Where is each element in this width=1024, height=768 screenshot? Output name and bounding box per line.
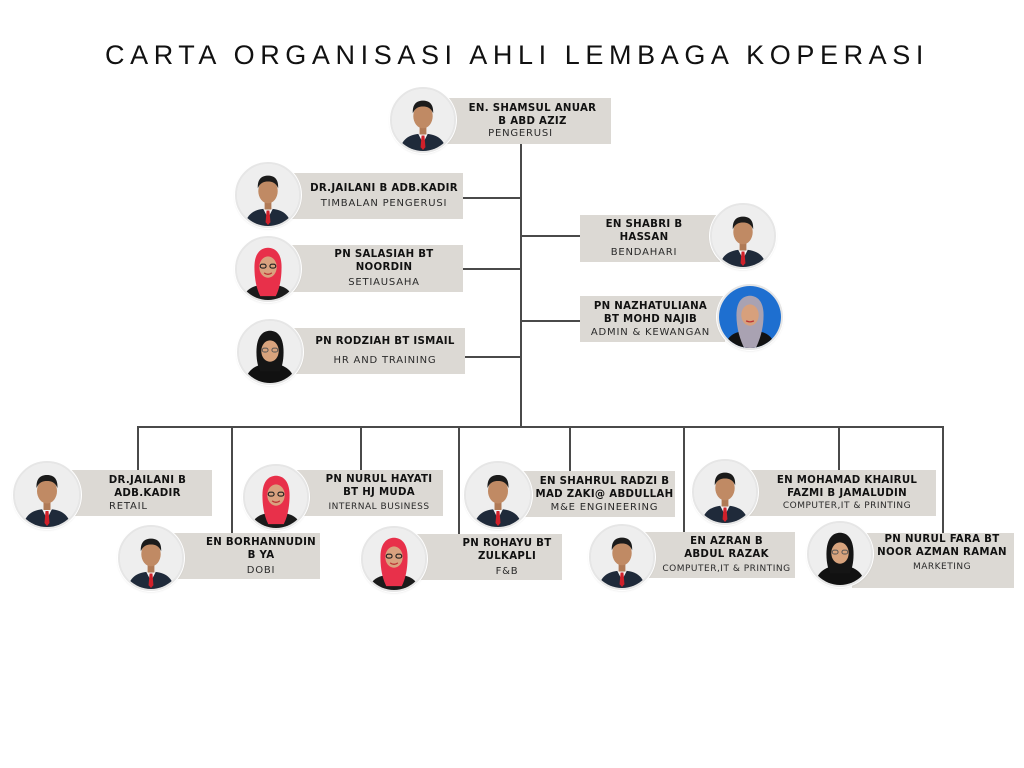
- name-card: [170, 533, 320, 579]
- male-portrait-icon: [692, 459, 758, 525]
- name-card: [285, 173, 463, 219]
- person-role: HR AND TRAINING: [333, 355, 437, 366]
- person-name: PN NAZHATULIANA: [593, 300, 708, 312]
- drop-line-computer-2: [838, 426, 840, 470]
- name-card: [440, 98, 611, 144]
- female-hijab-portrait-icon: [807, 521, 873, 587]
- person-name: PN RODZIAH BT ISMAIL: [315, 336, 455, 347]
- drop-line-dobi: [231, 426, 233, 533]
- bus-line: [137, 426, 944, 428]
- male-portrait-icon: [390, 87, 456, 153]
- person-name: EN AZRAN B: [690, 535, 763, 547]
- person-role: SETIAUSAHA: [348, 277, 420, 288]
- person-role: COMPUTER,IT & PRINTING: [662, 563, 791, 574]
- person-role: TIMBALAN PENGERUSI: [320, 198, 448, 209]
- person-name: EN SHABRI B: [605, 219, 683, 230]
- person-name: EN MOHAMAD KHAIRUL: [776, 474, 918, 486]
- person-name: ABDUL RAZAK: [684, 548, 769, 560]
- male-portrait-icon: [710, 203, 776, 269]
- drop-line-me: [569, 426, 571, 472]
- person-name: B YA: [247, 549, 275, 561]
- person-role: M&E ENGINEERING: [550, 501, 659, 513]
- person-role: MARKETING: [912, 562, 972, 572]
- branch-line-timbalan: [463, 197, 521, 199]
- person-name: EN. SHAMSUL ANUAR: [468, 103, 597, 114]
- female-hijab-portrait-icon: [243, 464, 309, 530]
- female-hijab-portrait-icon: [717, 284, 783, 350]
- chart-title: CARTA ORGANISASI AHLI LEMBAGA KOPERASI: [104, 40, 929, 70]
- name-card: [65, 470, 212, 516]
- name-card: [580, 296, 725, 342]
- person-name: HASSAN: [619, 232, 669, 243]
- person-name: EN SHAHRUL RADZI B: [539, 475, 670, 487]
- name-card: [640, 532, 795, 578]
- branch-line-setiausaha: [463, 268, 521, 270]
- branch-line-admin: [520, 320, 580, 322]
- person-name: B ABD AZIZ: [498, 116, 567, 127]
- person-name: NOOR AZMAN RAMAN: [877, 547, 1007, 558]
- name-card: [852, 533, 1014, 588]
- drop-line-internal: [360, 426, 362, 470]
- drop-line-computer-1: [683, 426, 685, 532]
- person-role: BENDAHARI: [610, 247, 678, 258]
- person-name: MAD ZAKI@ ABDULLAH: [535, 488, 674, 500]
- person-name: BT MOHD NAJIB: [603, 313, 698, 325]
- person-name: EN BORHANNUDIN: [205, 536, 316, 548]
- drop-line-marketing: [942, 426, 944, 533]
- female-hijab-portrait-icon: [235, 236, 301, 302]
- name-card: [748, 470, 936, 516]
- person-name: DR.JAILANI B ADB.KADIR: [310, 183, 458, 194]
- person-name: FAZMI B JAMALUDIN: [787, 487, 907, 499]
- person-name: PN ROHAYU BT: [462, 537, 552, 549]
- person-role: DOBI: [246, 564, 276, 576]
- person-name: BT HJ MUDA: [343, 486, 415, 498]
- branch-line-bendahari: [520, 235, 580, 237]
- person-role: RETAIL: [109, 500, 148, 512]
- person-role: COMPUTER,IT & PRINTING: [782, 500, 912, 511]
- person-name: ADB.KADIR: [114, 487, 181, 499]
- name-card: [410, 534, 562, 580]
- person-role: PENGERUSI: [488, 128, 553, 139]
- person-name: ZULKAPLI: [477, 550, 537, 562]
- person-role: F&B: [495, 565, 519, 577]
- name-card: [295, 470, 443, 516]
- female-hijab-portrait-icon: [361, 526, 427, 592]
- name-card: [285, 328, 465, 374]
- person-role: ADMIN & KEWANGAN: [590, 326, 711, 338]
- person-name: PN NURUL HAYATI: [325, 473, 433, 485]
- male-portrait-icon: [13, 461, 81, 529]
- person-name: PN NURUL FARA BT: [884, 534, 1000, 545]
- person-name: DR.JAILANI B: [108, 474, 187, 486]
- name-card: [580, 215, 720, 262]
- person-name: PN SALASIAH BT: [334, 249, 434, 260]
- drop-line-retail: [137, 426, 139, 470]
- name-card: [520, 471, 675, 517]
- male-portrait-icon: [589, 524, 655, 590]
- name-card: [285, 245, 463, 292]
- female-hijab-portrait-icon: [237, 319, 303, 385]
- male-portrait-icon: [235, 162, 301, 228]
- male-portrait-icon: [118, 525, 184, 591]
- person-role: INTERNAL BUSINESS: [328, 501, 430, 512]
- person-name: NOORDIN: [355, 262, 413, 273]
- male-portrait-icon: [464, 461, 532, 529]
- branch-line-hr: [465, 356, 521, 358]
- drop-line-fnb: [458, 426, 460, 534]
- trunk-line: [520, 144, 522, 427]
